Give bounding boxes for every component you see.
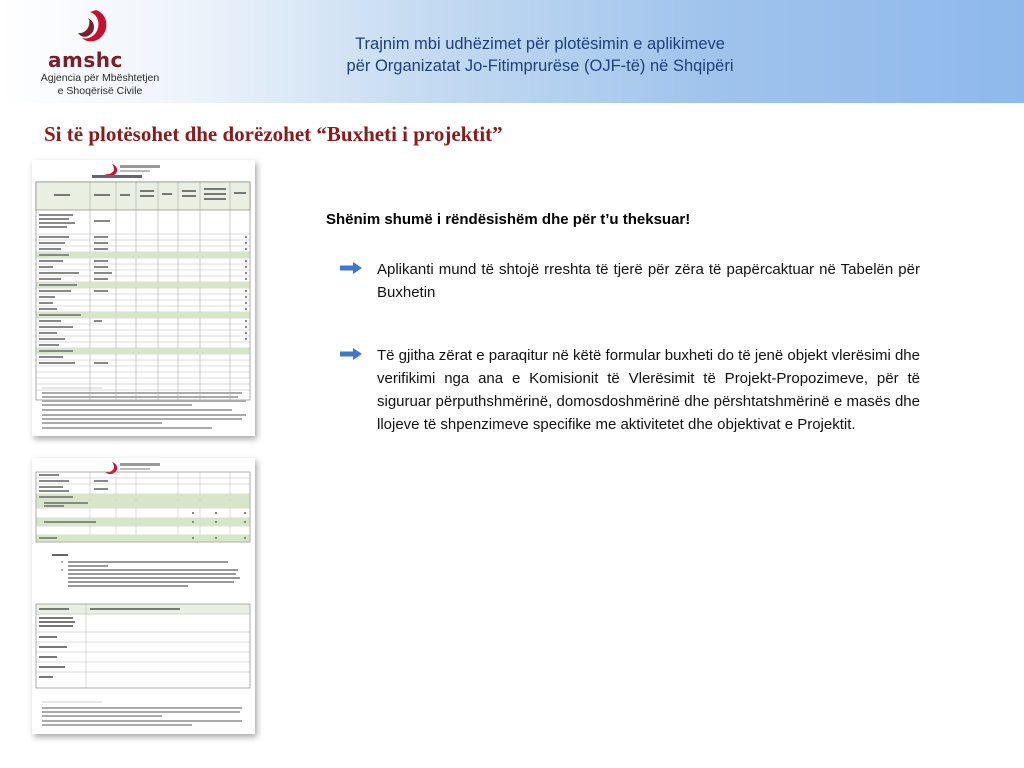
logo-subtitle-line1: Agjencia për Mbështetjen (40, 72, 160, 84)
budget-form-page-1-image (32, 160, 255, 436)
logo-swirl-icon (74, 8, 114, 48)
arrow-right-icon (340, 262, 362, 274)
header-title-line2: për Organizatat Jo-Fitimprurëse (OJF-të) në Shqipëri (346, 57, 734, 75)
budget-form-page-1-thumbnail (32, 160, 255, 436)
bullet-text: Aplikanti mund të shtojë rreshta të tjerë për zëra të papërcaktuar në Tabelën për Buxhetin (377, 261, 920, 301)
budget-form-page-2-image (32, 458, 255, 734)
important-note-heading: Shënim shumë i rëndësishëm dhe për t’u theksuar! (326, 211, 691, 228)
header-banner (0, 0, 1024, 103)
budget-form-page-2-thumbnail (32, 458, 255, 734)
arrow-right-icon (340, 348, 362, 360)
logo-subtitle (30, 72, 170, 98)
slide-title: Si të plotësohet dhe dorëzohet “Buxheti i projektit” (44, 122, 503, 146)
amshc-logo (30, 8, 170, 98)
logo-subtitle-line2: e Shoqërisë Civile (57, 85, 143, 97)
header-title-line1: Trajnim mbi udhëzimet për plotësimin e aplikimeve (355, 35, 725, 53)
logo-wordmark: amshc (48, 48, 123, 72)
bullet-text: Të gjitha zërat e paraqitur në këtë formular buxheti do të jenë objekt vlerësimi dhe verifikimi nga ana e Komisionit të Vlerësimit të Projekt-Propozimeve, për të siguruar përputhshmërinë, domosdoshmërinë dhe përshtatshmërinë e masës dhe llojeve të shpenzimeve specifike me aktivitetet dhe objektivat e Projektit. (377, 347, 920, 433)
header-title (270, 33, 810, 77)
